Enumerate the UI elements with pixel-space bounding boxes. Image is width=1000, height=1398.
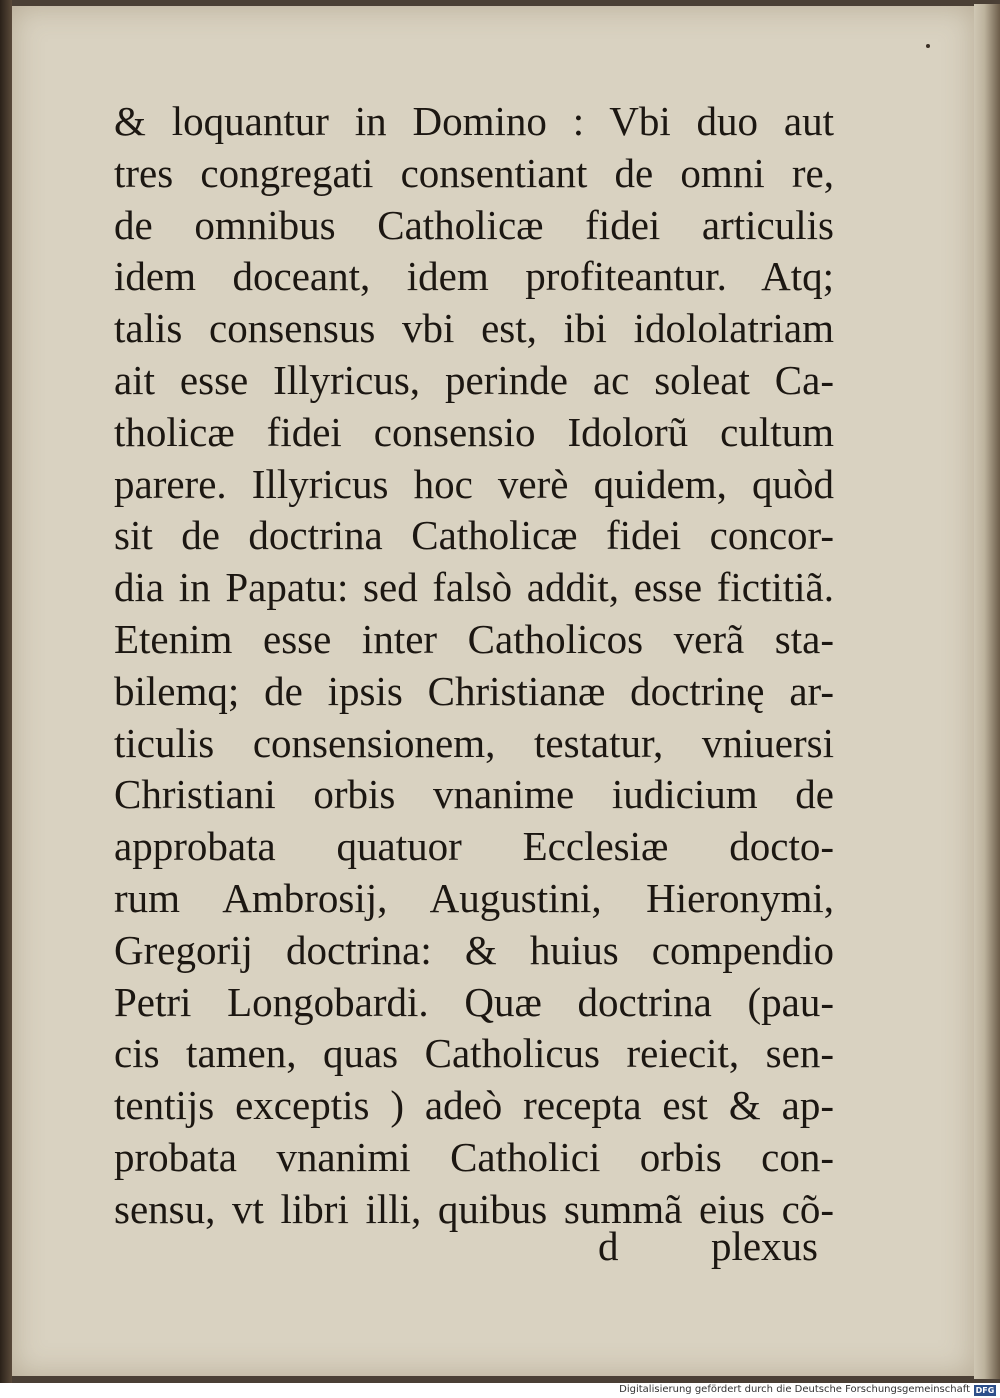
catchword: plexus [710,1223,818,1269]
text-line: tres congregati consentiant de omni re, [114,149,834,196]
text-line: rum Ambrosij, Augustini, Hieronymi, [114,874,834,921]
paper-speck [926,44,930,48]
book-binding-edge [0,0,12,1383]
digitization-footer [0,1383,1000,1398]
page-fore-edge [974,4,1000,1379]
text-line: Gregorij doctrina: & huius compendio [114,926,834,973]
body-text [114,96,834,1236]
text-line: de omnibus Catholicæ fidei articulis [114,201,834,248]
text-line: Petri Longobardi. Quæ doctrina (pau- [114,978,834,1025]
text-line: Christiani orbis vnanime iudicium de [114,771,834,818]
text-line: ait esse Illyricus, perinde ac soleat Ca- [114,356,834,403]
text-line: tholicæ fidei consensio Idolorũ cultum [114,408,834,455]
text-line: bilemq; de ipsis Christianæ doctrinę ar- [114,667,834,714]
dfg-logo: DFG [975,1386,995,1395]
text-line: Etenim esse inter Catholicos verã sta- [114,615,834,662]
text-line: sit de doctrina Catholicæ fidei concor- [114,512,834,559]
signature-mark: d [598,1223,619,1269]
text-line: sensu, vt libri illi, quibus summã eius cõ- [114,1185,834,1232]
text-line: ticulis consensionem, testatur, vniuersi [114,719,834,766]
text-line: parere. Illyricus hoc verè quidem, quòd [114,460,834,507]
text-line: tentijs exceptis ) adeò recepta est & ap- [114,1082,834,1129]
page-foot-row [114,1222,834,1274]
text-line: & loquantur in Domino : Vbi duo aut [114,98,834,144]
text-line: dia in Papatu: sed falsò addit, esse fictitiã. [114,564,834,611]
text-line: idem doceant, idem profiteantur. Atq; [114,253,834,300]
funding-credit: Digitalisierung gefördert durch die Deutsche Forschungsgemeinschaft [619,1384,970,1395]
text-line: approbata quatuor Ecclesiæ docto- [114,823,834,870]
text-line: probata vnanimi Catholici orbis con- [114,1133,834,1180]
text-line: talis consensus vbi est, ibi idololatriam [114,305,834,352]
text-line: cis tamen, quas Catholicus reiecit, sen- [114,1030,834,1077]
